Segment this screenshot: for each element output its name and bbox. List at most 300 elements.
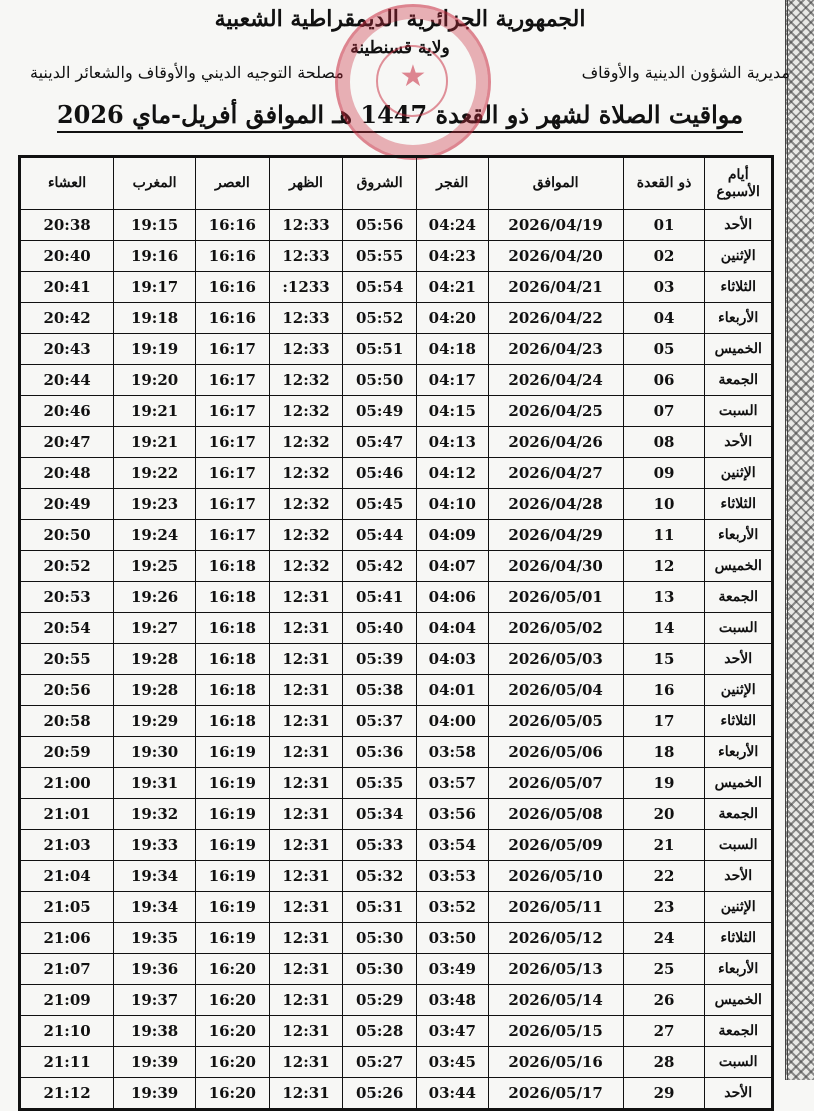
document-title-text: مواقيت الصلاة لشهر ذو القعدة 1447 هـ الموافق أفريل-ماي 2026 [57,100,743,133]
cell-isha: 20:50 [20,520,114,551]
cell-maghrib: 19:28 [114,644,196,675]
cell-gregorian-date: 2026/05/05 [488,706,623,737]
cell-day: الثلاثاء [705,489,773,520]
cell-hijri-day: 29 [623,1078,705,1110]
cell-gregorian-date: 2026/04/25 [488,396,623,427]
table-row [20,582,773,613]
cell-shuruq: 05:49 [343,396,417,427]
table-row [20,489,773,520]
cell-isha: 21:00 [20,768,114,799]
cell-asr: 16:17 [196,334,270,365]
cell-shuruq: 05:42 [343,551,417,582]
cell-dhuhr: 12:31 [269,706,343,737]
cell-day: الأربعاء [705,954,773,985]
cell-fajr: 03:56 [416,799,488,830]
cell-maghrib: 19:39 [114,1078,196,1110]
cell-shuruq: 05:26 [343,1078,417,1110]
cell-asr: 16:19 [196,799,270,830]
cell-day: الخميس [705,985,773,1016]
cell-fajr: 04:12 [416,458,488,489]
cell-hijri-day: 10 [623,489,705,520]
cell-maghrib: 19:21 [114,427,196,458]
cell-gregorian-date: 2026/05/01 [488,582,623,613]
cell-isha: 20:38 [20,210,114,241]
cell-maghrib: 19:32 [114,799,196,830]
cell-gregorian-date: 2026/04/30 [488,551,623,582]
cell-maghrib: 19:28 [114,675,196,706]
table-row [20,1047,773,1078]
cell-asr: 16:17 [196,489,270,520]
cell-maghrib: 19:33 [114,830,196,861]
cell-asr: 16:20 [196,954,270,985]
cell-shuruq: 05:46 [343,458,417,489]
cell-dhuhr: 12:31 [269,768,343,799]
cell-asr: 16:19 [196,737,270,768]
directorate-name: مديرية الشؤون الدينية والأوقاف [581,63,790,82]
cell-shuruq: 05:38 [343,675,417,706]
cell-dhuhr: 12:33 [269,241,343,272]
table-row [20,365,773,396]
table-row [20,210,773,241]
table-row [20,768,773,799]
cell-fajr: 04:10 [416,489,488,520]
cell-maghrib: 19:15 [114,210,196,241]
cell-fajr: 03:58 [416,737,488,768]
cell-day: السبت [705,396,773,427]
cell-hijri-day: 25 [623,954,705,985]
cell-maghrib: 19:17 [114,272,196,303]
cell-asr: 16:19 [196,768,270,799]
table-row [20,613,773,644]
cell-dhuhr: 12:31 [269,582,343,613]
table-row [20,830,773,861]
cell-isha: 21:12 [20,1078,114,1110]
cell-shuruq: 05:44 [343,520,417,551]
cell-maghrib: 19:37 [114,985,196,1016]
cell-dhuhr: 12:31 [269,1047,343,1078]
table-row [20,706,773,737]
cell-fajr: 04:03 [416,644,488,675]
cell-asr: 16:17 [196,427,270,458]
table-row [20,303,773,334]
cell-isha: 21:01 [20,799,114,830]
cell-gregorian-date: 2026/05/11 [488,892,623,923]
cell-gregorian-date: 2026/04/23 [488,334,623,365]
cell-dhuhr: 12:31 [269,954,343,985]
cell-isha: 21:10 [20,1016,114,1047]
cell-isha: 20:48 [20,458,114,489]
cell-fajr: 03:50 [416,923,488,954]
table-row [20,892,773,923]
cell-shuruq: 05:56 [343,210,417,241]
cell-dhuhr: 12:31 [269,923,343,954]
cell-hijri-day: 26 [623,985,705,1016]
prayer-times-table [18,155,774,1111]
table-row [20,985,773,1016]
cell-shuruq: 05:45 [343,489,417,520]
cell-day: الثلاثاء [705,923,773,954]
cell-isha: 20:53 [20,582,114,613]
cell-gregorian-date: 2026/04/22 [488,303,623,334]
cell-maghrib: 19:18 [114,303,196,334]
cell-maghrib: 19:36 [114,954,196,985]
cell-fajr: 03:49 [416,954,488,985]
cell-maghrib: 19:21 [114,396,196,427]
cell-fajr: 03:52 [416,892,488,923]
cell-maghrib: 19:27 [114,613,196,644]
table-row [20,551,773,582]
cell-asr: 16:17 [196,396,270,427]
cell-maghrib: 19:22 [114,458,196,489]
table-header-row [20,157,773,210]
cell-hijri-day: 05 [623,334,705,365]
cell-day: الإثنين [705,241,773,272]
cell-fajr: 04:04 [416,613,488,644]
cell-day: الجمعة [705,582,773,613]
cell-shuruq: 05:29 [343,985,417,1016]
cell-fajr: 04:24 [416,210,488,241]
cell-dhuhr: 12:31 [269,737,343,768]
document-title [20,100,780,129]
cell-hijri-day: 18 [623,737,705,768]
cell-isha: 21:11 [20,1047,114,1078]
cell-dhuhr: 12:32 [269,396,343,427]
cell-day: السبت [705,613,773,644]
cell-isha: 20:41 [20,272,114,303]
table-row [20,427,773,458]
cell-gregorian-date: 2026/04/24 [488,365,623,396]
column-header-dhuhr: الظهر [269,157,343,210]
table-row [20,396,773,427]
cell-maghrib: 19:19 [114,334,196,365]
cell-hijri-day: 13 [623,582,705,613]
cell-asr: 16:18 [196,644,270,675]
cell-hijri-day: 19 [623,768,705,799]
decorative-border [785,0,814,1080]
cell-gregorian-date: 2026/04/20 [488,241,623,272]
cell-day: السبت [705,1047,773,1078]
cell-shuruq: 05:36 [343,737,417,768]
cell-day: الإثنين [705,892,773,923]
cell-dhuhr: 12:31 [269,675,343,706]
cell-day: الإثنين [705,458,773,489]
column-header-fajr: الفجر [416,157,488,210]
cell-isha: 20:52 [20,551,114,582]
cell-day: الخميس [705,551,773,582]
cell-shuruq: 05:41 [343,582,417,613]
cell-asr: 16:18 [196,706,270,737]
cell-day: الخميس [705,768,773,799]
cell-maghrib: 19:25 [114,551,196,582]
cell-asr: 16:16 [196,241,270,272]
cell-day: الجمعة [705,799,773,830]
cell-shuruq: 05:52 [343,303,417,334]
stamp-star-icon: ★ [399,59,427,94]
cell-day: الثلاثاء [705,706,773,737]
cell-gregorian-date: 2026/05/08 [488,799,623,830]
cell-dhuhr: 12:31 [269,799,343,830]
cell-gregorian-date: 2026/05/04 [488,675,623,706]
cell-day: الجمعة [705,365,773,396]
cell-dhuhr: 12:31 [269,861,343,892]
cell-asr: 16:20 [196,1047,270,1078]
table-row [20,1078,773,1110]
cell-asr: 16:18 [196,551,270,582]
cell-day: الجمعة [705,1016,773,1047]
cell-gregorian-date: 2026/05/03 [488,644,623,675]
cell-gregorian-date: 2026/04/19 [488,210,623,241]
cell-asr: 16:19 [196,830,270,861]
cell-dhuhr: 12:31 [269,1078,343,1110]
cell-dhuhr: 12:31 [269,830,343,861]
cell-shuruq: 05:30 [343,954,417,985]
cell-day: الأحد [705,1078,773,1110]
cell-day: الأربعاء [705,520,773,551]
cell-gregorian-date: 2026/05/14 [488,985,623,1016]
column-header-maghrib: المغرب [114,157,196,210]
cell-gregorian-date: 2026/04/29 [488,520,623,551]
cell-isha: 21:07 [20,954,114,985]
cell-fajr: 03:57 [416,768,488,799]
cell-fajr: 03:48 [416,985,488,1016]
column-header-isha: العشاء [20,157,114,210]
cell-hijri-day: 08 [623,427,705,458]
cell-gregorian-date: 2026/05/13 [488,954,623,985]
column-header-gregorian-date: الموافق [488,157,623,210]
cell-gregorian-date: 2026/04/28 [488,489,623,520]
cell-hijri-day: 14 [623,613,705,644]
republic-name: الجمهورية الجزائرية الديمقراطية الشعبية [214,6,586,32]
cell-fajr: 04:13 [416,427,488,458]
cell-isha: 21:03 [20,830,114,861]
cell-asr: 16:17 [196,520,270,551]
cell-isha: 20:43 [20,334,114,365]
table-row [20,954,773,985]
cell-gregorian-date: 2026/05/12 [488,923,623,954]
cell-dhuhr: 12:31 [269,613,343,644]
cell-asr: 16:19 [196,861,270,892]
cell-isha: 21:04 [20,861,114,892]
column-header-asr: العصر [196,157,270,210]
cell-dhuhr: :1233 [269,272,343,303]
cell-gregorian-date: 2026/05/07 [488,768,623,799]
cell-fajr: 03:45 [416,1047,488,1078]
cell-hijri-day: 15 [623,644,705,675]
cell-gregorian-date: 2026/05/16 [488,1047,623,1078]
cell-fajr: 03:44 [416,1078,488,1110]
column-header-day: أيام الأسبوع [705,157,773,210]
cell-gregorian-date: 2026/05/06 [488,737,623,768]
cell-day: الأحد [705,644,773,675]
cell-day: الأربعاء [705,737,773,768]
table-row [20,241,773,272]
cell-asr: 16:18 [196,582,270,613]
column-header-hijri-day: ذو القعدة [623,157,705,210]
cell-asr: 16:16 [196,210,270,241]
cell-dhuhr: 12:31 [269,985,343,1016]
cell-hijri-day: 23 [623,892,705,923]
cell-asr: 16:18 [196,613,270,644]
cell-dhuhr: 12:33 [269,303,343,334]
cell-isha: 20:58 [20,706,114,737]
cell-fajr: 04:00 [416,706,488,737]
cell-hijri-day: 12 [623,551,705,582]
cell-fajr: 04:17 [416,365,488,396]
cell-day: الإثنين [705,675,773,706]
cell-shuruq: 05:32 [343,861,417,892]
cell-shuruq: 05:37 [343,706,417,737]
cell-fajr: 04:23 [416,241,488,272]
cell-hijri-day: 03 [623,272,705,303]
cell-fajr: 03:47 [416,1016,488,1047]
cell-fajr: 04:21 [416,272,488,303]
cell-gregorian-date: 2026/04/21 [488,272,623,303]
cell-hijri-day: 20 [623,799,705,830]
table-row [20,737,773,768]
cell-fajr: 04:06 [416,582,488,613]
cell-maghrib: 19:16 [114,241,196,272]
cell-shuruq: 05:31 [343,892,417,923]
wilaya-name: ولاية قسنطينة [350,38,450,58]
cell-isha: 20:47 [20,427,114,458]
cell-dhuhr: 12:33 [269,334,343,365]
cell-hijri-day: 01 [623,210,705,241]
cell-hijri-day: 11 [623,520,705,551]
cell-hijri-day: 06 [623,365,705,396]
cell-dhuhr: 12:32 [269,551,343,582]
cell-dhuhr: 12:32 [269,365,343,396]
cell-isha: 20:44 [20,365,114,396]
cell-dhuhr: 12:32 [269,427,343,458]
cell-gregorian-date: 2026/05/09 [488,830,623,861]
cell-shuruq: 05:55 [343,241,417,272]
cell-isha: 21:06 [20,923,114,954]
cell-hijri-day: 21 [623,830,705,861]
cell-dhuhr: 12:32 [269,520,343,551]
cell-maghrib: 19:20 [114,365,196,396]
cell-isha: 20:55 [20,644,114,675]
cell-day: الأحد [705,210,773,241]
cell-shuruq: 05:39 [343,644,417,675]
cell-asr: 16:17 [196,365,270,396]
cell-hijri-day: 16 [623,675,705,706]
cell-isha: 21:09 [20,985,114,1016]
cell-gregorian-date: 2026/05/10 [488,861,623,892]
cell-fajr: 03:53 [416,861,488,892]
cell-gregorian-date: 2026/05/17 [488,1078,623,1110]
cell-shuruq: 05:50 [343,365,417,396]
cell-asr: 16:18 [196,675,270,706]
table-row [20,272,773,303]
cell-gregorian-date: 2026/05/02 [488,613,623,644]
cell-gregorian-date: 2026/04/27 [488,458,623,489]
cell-isha: 20:54 [20,613,114,644]
cell-dhuhr: 12:32 [269,458,343,489]
service-name: مصلحة التوجيه الديني والأوقاف والشعائر الدينية [30,63,344,82]
cell-dhuhr: 12:33 [269,210,343,241]
table-row [20,861,773,892]
cell-isha: 20:42 [20,303,114,334]
cell-dhuhr: 12:31 [269,1016,343,1047]
cell-maghrib: 19:26 [114,582,196,613]
cell-fajr: 04:01 [416,675,488,706]
table-body [20,210,773,1110]
cell-shuruq: 05:34 [343,799,417,830]
cell-maghrib: 19:39 [114,1047,196,1078]
cell-shuruq: 05:51 [343,334,417,365]
table-row [20,644,773,675]
cell-maghrib: 19:38 [114,1016,196,1047]
cell-asr: 16:20 [196,985,270,1016]
table-row [20,675,773,706]
cell-shuruq: 05:40 [343,613,417,644]
cell-shuruq: 05:30 [343,923,417,954]
cell-hijri-day: 24 [623,923,705,954]
cell-dhuhr: 12:31 [269,892,343,923]
cell-fajr: 04:20 [416,303,488,334]
cell-dhuhr: 12:31 [269,644,343,675]
table-row [20,799,773,830]
cell-isha: 20:56 [20,675,114,706]
cell-day: الخميس [705,334,773,365]
cell-maghrib: 19:30 [114,737,196,768]
cell-asr: 16:20 [196,1016,270,1047]
cell-hijri-day: 22 [623,861,705,892]
cell-asr: 16:19 [196,923,270,954]
cell-maghrib: 19:29 [114,706,196,737]
cell-isha: 20:49 [20,489,114,520]
cell-asr: 16:16 [196,303,270,334]
cell-dhuhr: 12:32 [269,489,343,520]
cell-shuruq: 05:27 [343,1047,417,1078]
table-row [20,520,773,551]
table-row [20,458,773,489]
cell-maghrib: 19:24 [114,520,196,551]
cell-isha: 21:05 [20,892,114,923]
cell-shuruq: 05:47 [343,427,417,458]
cell-hijri-day: 27 [623,1016,705,1047]
cell-isha: 20:46 [20,396,114,427]
cell-gregorian-date: 2026/04/26 [488,427,623,458]
cell-hijri-day: 04 [623,303,705,334]
cell-fajr: 03:54 [416,830,488,861]
cell-day: الأحد [705,427,773,458]
cell-shuruq: 05:28 [343,1016,417,1047]
cell-day: السبت [705,830,773,861]
cell-maghrib: 19:31 [114,768,196,799]
table-row [20,1016,773,1047]
cell-hijri-day: 17 [623,706,705,737]
cell-isha: 20:40 [20,241,114,272]
cell-fajr: 04:15 [416,396,488,427]
cell-shuruq: 05:33 [343,830,417,861]
cell-asr: 16:17 [196,458,270,489]
cell-maghrib: 19:23 [114,489,196,520]
cell-shuruq: 05:54 [343,272,417,303]
cell-hijri-day: 07 [623,396,705,427]
cell-shuruq: 05:35 [343,768,417,799]
cell-fajr: 04:18 [416,334,488,365]
cell-day: الأحد [705,861,773,892]
table-row [20,334,773,365]
cell-day: الثلاثاء [705,272,773,303]
document-header [20,0,790,150]
cell-hijri-day: 09 [623,458,705,489]
cell-fajr: 04:09 [416,520,488,551]
cell-hijri-day: 28 [623,1047,705,1078]
cell-hijri-day: 02 [623,241,705,272]
cell-fajr: 04:07 [416,551,488,582]
